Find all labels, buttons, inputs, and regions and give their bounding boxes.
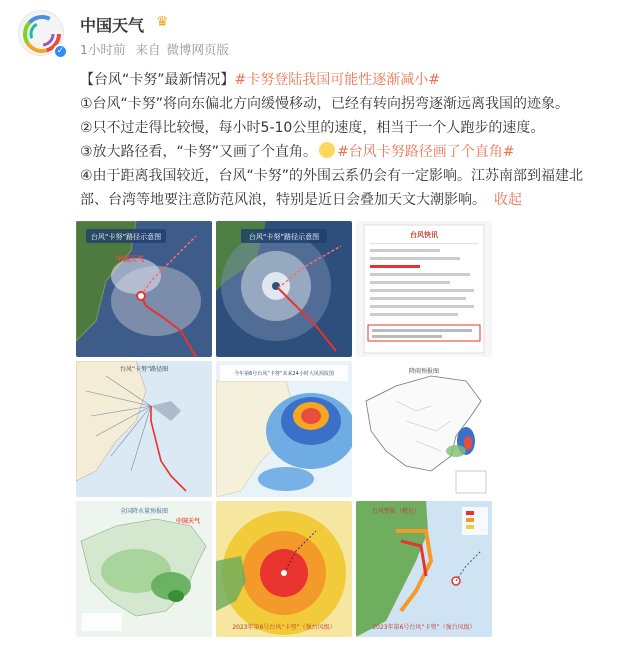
post-line-3: ②只不过走得比较慢，每小时5-10公里的速度，相当于一个人跑步的速度。 [80,120,545,136]
post-line-4-text: ③放大路径看，“卡努”又画了个直角。 [80,144,318,160]
image-1-title: 台风“卡努”路径示意图 [90,233,162,241]
image-thumb-9[interactable] [356,501,492,637]
post-line-6 [80,188,632,212]
post-line-2: ①台风“卡努”将向东偏北方向缓慢移动，已经有转向拐弯逐渐远离我国的迹象。 [80,96,570,112]
image-thumb-1[interactable] [76,221,212,357]
image-grid [76,221,494,637]
image-thumb-7[interactable] [76,501,212,637]
crown-icon[interactable]: ♛ [156,14,169,30]
image-thumb-6[interactable] [356,361,492,497]
image-9-title: 台风警报（橙色） [371,508,421,515]
post-headline: 【台风“卡努”最新情况】 [80,72,235,88]
image-8-caption: 2023年第6号台风“卡努”（强台风级） [232,624,336,631]
image-9-caption: 2023年第6号台风“卡努”（强台风级） [372,624,476,631]
image-thumb-4[interactable] [76,361,212,497]
collapse-link[interactable]: 收起 [494,192,522,208]
post-source[interactable]: 微博网页版 [166,42,229,57]
image-4-title: 台风“卡努”路径图 [119,366,169,373]
image-2-title: 台风“卡努”路径示意图 [248,233,320,241]
image-1-logo: 中国天气 [116,255,144,263]
image-7-title: 全国降水量预报图 [119,508,169,515]
account-name[interactable]: 中国天气 [80,16,145,35]
post-content [80,68,632,212]
topic-tag-kanu-landing[interactable]: #卡努登陆我国可能性逐渐减小# [234,72,440,88]
image-thumb-3[interactable] [356,221,492,357]
post-line-4 [80,140,632,164]
post-line-6-text: 部、台湾等地要注意防范风浪，特别是近日会叠加天文大潮影响。 [80,192,486,208]
image-6-title: 降雨预报图 [408,368,440,375]
post-line-1 [80,68,632,92]
image-thumb-8[interactable] [216,501,352,637]
doge-emoji-icon [319,142,335,158]
post-line-5: ④由于距离我国较近，台风“卡努”的外围云系仍会有一定影响。江苏南部到福建北 [80,168,584,184]
post-meta [80,40,235,58]
image-5-title: 今年第6号台风“卡努”未来24小时大风预报图 [234,371,334,377]
image-thumb-2[interactable] [216,221,352,357]
image-thumb-5[interactable] [216,361,352,497]
image-7-logo: 中国天气 [175,518,201,525]
source-prefix: 来自 [135,42,161,57]
post-time[interactable]: 1小时前 [80,42,126,57]
image-3-title: 台风快讯 [410,231,438,239]
verified-badge-icon: ✓ [53,44,68,59]
topic-tag-right-angle[interactable]: #台风卡努路径画了个直角# [337,144,515,160]
